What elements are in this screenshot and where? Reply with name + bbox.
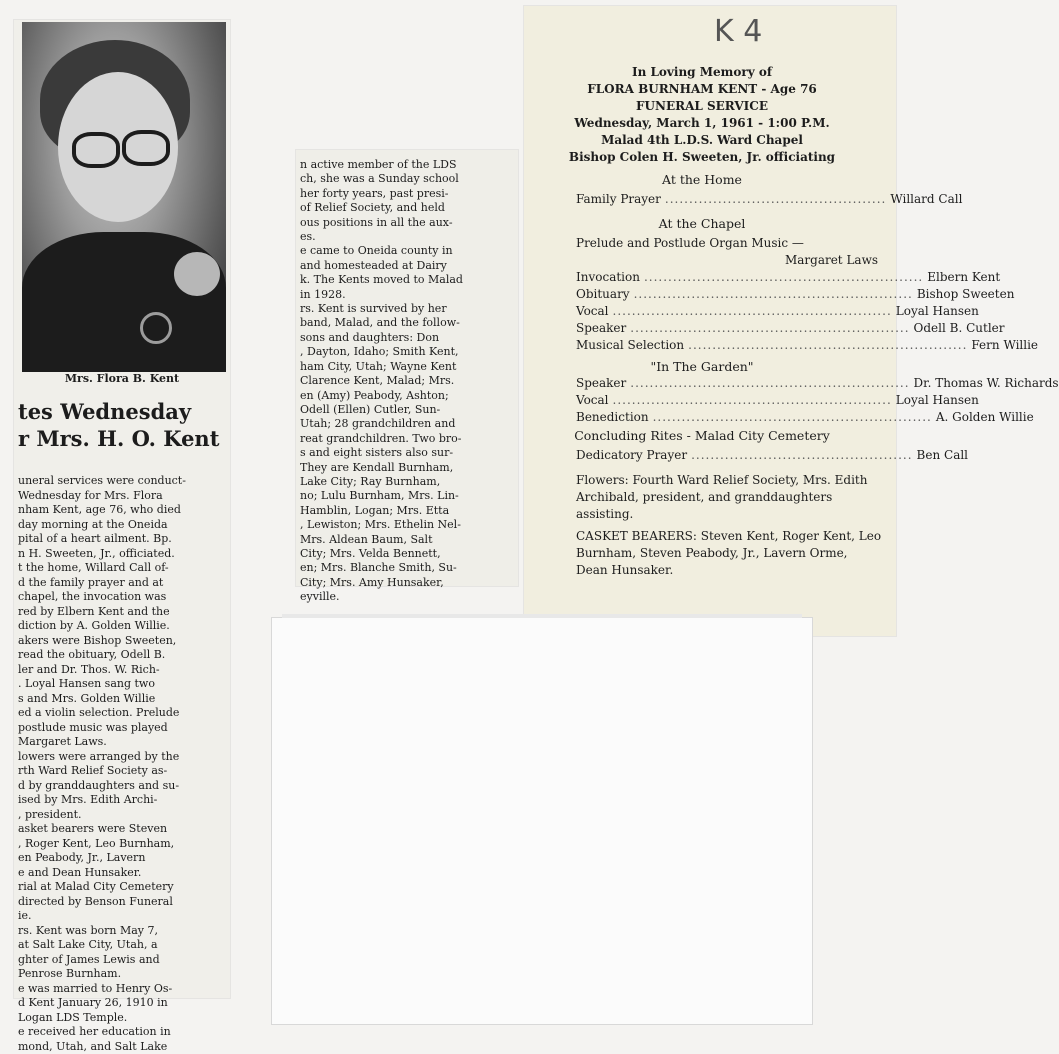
funeral-program-card xyxy=(524,6,896,636)
text-line: n active member of the LDS xyxy=(300,158,514,172)
program-row: Obituary .......................................................... Bishop Sweeten xyxy=(576,287,876,301)
text-line: ghter of James Lewis and xyxy=(18,953,224,968)
text-line: , Dayton, Idaho; Smith Kent, xyxy=(300,345,514,359)
program-header-line: Bishop Colen H. Sweeten, Jr. officiating xyxy=(524,149,880,166)
program-header-line: Malad 4th L.D.S. Ward Chapel xyxy=(524,132,880,149)
obituary-clipping-middle xyxy=(296,150,518,586)
text-line: eyville. xyxy=(300,590,514,604)
text-line: City; Mrs. Velda Bennett, xyxy=(300,547,514,561)
program-header-line: FLORA BURNHAM KENT - Age 76 xyxy=(524,81,880,98)
text-line: lowers were arranged by the xyxy=(18,750,224,765)
envelope-edge xyxy=(282,614,802,618)
text-line: no; Lulu Burnham, Mrs. Lin- xyxy=(300,489,514,503)
text-line: mond, Utah, and Salt Lake xyxy=(18,1040,224,1054)
program-row: Invocation .......................................................... Elbern Kent xyxy=(576,270,876,284)
text-line: nham Kent, age 76, who died xyxy=(18,503,224,518)
text-line: rs. Kent was born May 7, xyxy=(18,924,224,939)
text-line: , Roger Kent, Leo Burnham, xyxy=(18,837,224,852)
blank-envelope xyxy=(272,618,812,1024)
text-line: directed by Benson Funeral xyxy=(18,895,224,910)
program-header-line: Wednesday, March 1, 1961 - 1:00 P.M. xyxy=(524,115,880,132)
text-line: s and Mrs. Golden Willie xyxy=(18,692,224,707)
clipping-body-text xyxy=(300,158,514,582)
portrait-glasses xyxy=(122,130,170,166)
text-line: at Salt Lake City, Utah, a xyxy=(18,938,224,953)
program-row: Vocal .......................................................... Loyal Hansen xyxy=(576,393,876,407)
text-line: red by Elbern Kent and the xyxy=(18,605,224,620)
text-line: rth Ward Relief Society as- xyxy=(18,764,224,779)
text-line: es. xyxy=(300,230,514,244)
text-line: en Peabody, Jr., Lavern xyxy=(18,851,224,866)
text-line: , president. xyxy=(18,808,224,823)
text-line: d by granddaughters and su- xyxy=(18,779,224,794)
text-line: e was married to Henry Os- xyxy=(18,982,224,997)
photo-caption: Mrs. Flora B. Kent xyxy=(14,372,230,385)
text-line: ie. xyxy=(18,909,224,924)
text-line: d the family prayer and at xyxy=(18,576,224,591)
program-row: Speaker .......................................................... Odell B. Cutler xyxy=(576,321,876,335)
text-line: of Relief Society, and held xyxy=(300,201,514,215)
text-line: ham City, Utah; Wayne Kent xyxy=(300,360,514,374)
concluding-rites: Concluding Rites - Malad City Cemetery xyxy=(524,428,880,443)
text-line: diction by A. Golden Willie. xyxy=(18,619,224,634)
program-row: Vocal .......................................................... Loyal Hansen xyxy=(576,304,876,318)
text-line: postlude music was played xyxy=(18,721,224,736)
prelude-value: Margaret Laws xyxy=(576,252,878,269)
program-header-line: In Loving Memory of xyxy=(524,64,880,81)
text-line: n H. Sweeten, Jr., officiated. xyxy=(18,547,224,562)
text-line: e and Dean Hunsaker. xyxy=(18,866,224,881)
text-line: t the home, Willard Call of- xyxy=(18,561,224,576)
text-line: ch, she was a Sunday school xyxy=(300,172,514,186)
text-line: They are Kendall Burnham, xyxy=(300,461,514,475)
obituary-clipping-left xyxy=(14,20,230,998)
text-line: e received her education in xyxy=(18,1025,224,1040)
portrait-brooch xyxy=(140,312,172,344)
text-line: and homesteaded at Dairy xyxy=(300,259,514,273)
portrait-corsage xyxy=(174,252,220,296)
text-line: her forty years, past presi- xyxy=(300,187,514,201)
text-line: Wednesday for Mrs. Flora xyxy=(18,489,224,504)
flowers-note: Flowers: Fourth Ward Relief Society, Mrs. Edith Archibald, president, and granddaughters assisting. xyxy=(576,472,882,523)
text-line: day morning at the Oneida xyxy=(18,518,224,533)
text-line: Mrs. Aldean Baum, Salt xyxy=(300,533,514,547)
text-line: Logan LDS Temple. xyxy=(18,1011,224,1026)
text-line: pital of a heart ailment. Bp. xyxy=(18,532,224,547)
text-line: , Lewiston; Mrs. Ethelin Nel- xyxy=(300,518,514,532)
text-line: Lake City; Ray Burnham, xyxy=(300,475,514,489)
casket-bearers: CASKET BEARERS: Steven Kent, Roger Kent, Leo Burnham, Steven Peabody, Jr., Lavern Orme, Dean Hunsaker. xyxy=(576,528,882,579)
program-row: Dedicatory Prayer .............................................. Ben Call xyxy=(576,448,876,462)
section-heading: At the Home xyxy=(524,172,880,187)
text-line: band, Malad, and the follow- xyxy=(300,316,514,330)
clipping-body-text xyxy=(18,474,224,994)
song-title: "In The Garden" xyxy=(524,359,880,374)
text-line: s and eight sisters also sur- xyxy=(300,446,514,460)
text-line: en (Amy) Peabody, Ashton; xyxy=(300,389,514,403)
clipping-headline: tes Wednesday r Mrs. H. O. Kent xyxy=(18,398,219,452)
text-line: in 1928. xyxy=(300,288,514,302)
text-line: Penrose Burnham. xyxy=(18,967,224,982)
text-line: ous positions in all the aux- xyxy=(300,216,514,230)
text-line: Utah; 28 grandchildren and xyxy=(300,417,514,431)
text-line: Clarence Kent, Malad; Mrs. xyxy=(300,374,514,388)
program-row: Family Prayer .............................................. Willard Call xyxy=(576,192,876,206)
text-line: e came to Oneida county in xyxy=(300,244,514,258)
text-line: asket bearers were Steven xyxy=(18,822,224,837)
text-line: ised by Mrs. Edith Archi- xyxy=(18,793,224,808)
handwritten-mark: K 4 xyxy=(714,14,762,49)
text-line: rial at Malad City Cemetery xyxy=(18,880,224,895)
text-line: Hamblin, Logan; Mrs. Etta xyxy=(300,504,514,518)
portrait-photo xyxy=(22,22,226,360)
text-line: City; Mrs. Amy Hunsaker, xyxy=(300,576,514,590)
text-line: read the obituary, Odell B. xyxy=(18,648,224,663)
text-line: en; Mrs. Blanche Smith, Su- xyxy=(300,561,514,575)
program-row: Benediction .......................................................... A. Golden Willie xyxy=(576,410,876,424)
text-line: chapel, the invocation was xyxy=(18,590,224,605)
section-heading: At the Chapel xyxy=(524,216,880,231)
program-header xyxy=(524,64,880,166)
text-line: . Loyal Hansen sang two xyxy=(18,677,224,692)
text-line: sons and daughters: Don xyxy=(300,331,514,345)
text-line: uneral services were conduct- xyxy=(18,474,224,489)
program-header-line: FUNERAL SERVICE xyxy=(524,98,880,115)
text-line: rs. Kent is survived by her xyxy=(300,302,514,316)
text-line: Margaret Laws. xyxy=(18,735,224,750)
text-line: akers were Bishop Sweeten, xyxy=(18,634,224,649)
text-line: ed a violin selection. Prelude xyxy=(18,706,224,721)
prelude-label: Prelude and Postlude Organ Music — xyxy=(576,235,882,252)
portrait-glasses xyxy=(72,132,120,168)
program-row: Musical Selection .......................................................... Fern Willie xyxy=(576,338,876,352)
text-line: Odell (Ellen) Cutler, Sun- xyxy=(300,403,514,417)
text-line: d Kent January 26, 1910 in xyxy=(18,996,224,1011)
text-line: ler and Dr. Thos. W. Rich- xyxy=(18,663,224,678)
text-line: k. The Kents moved to Malad xyxy=(300,273,514,287)
program-row: Speaker .......................................................... Dr. Thomas W. Richards xyxy=(576,376,876,390)
text-line: reat grandchildren. Two bro- xyxy=(300,432,514,446)
